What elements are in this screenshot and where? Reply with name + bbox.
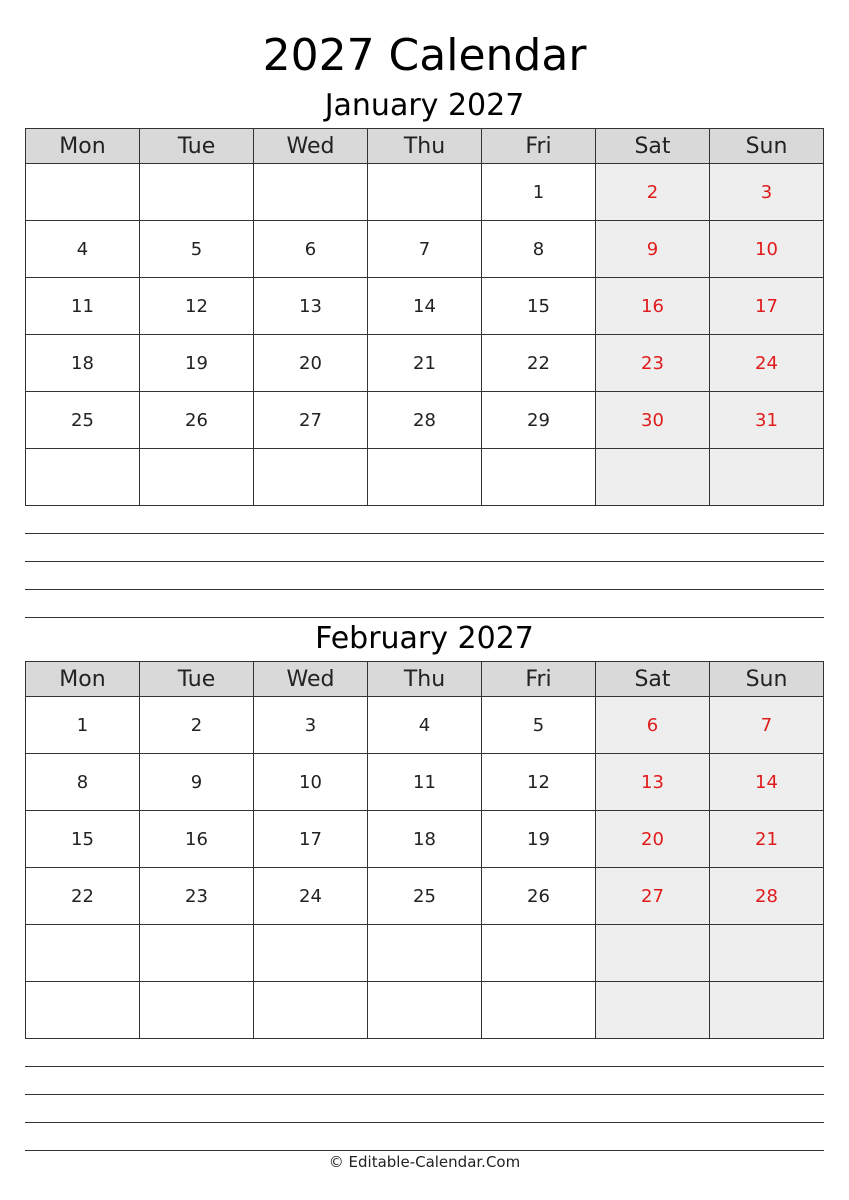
week-row [26,925,824,982]
day-cell: 13 [254,278,368,335]
month-title-january: January 2027 [324,88,525,123]
month-title-february: February 2027 [315,621,534,656]
weekend-day-cell: 6 [596,697,710,754]
day-cell: 12 [140,278,254,335]
weekday-header: Sat [596,129,710,164]
day-cell: 21 [368,335,482,392]
footer-credit: © Editable-Calendar.Com [328,1153,521,1171]
day-cell: 22 [482,335,596,392]
day-cell [368,982,482,1039]
day-cell: 4 [368,697,482,754]
week-row [26,221,824,278]
day-cell [26,164,140,221]
weekend-day-cell: 27 [596,868,710,925]
day-cell [482,925,596,982]
weekend-day-cell: 7 [710,697,824,754]
week-row [26,335,824,392]
day-cell: 17 [254,811,368,868]
day-cell [26,982,140,1039]
week-row [26,278,824,335]
weekend-day-cell: 31 [710,392,824,449]
weekend-day-cell: 13 [596,754,710,811]
weekday-header: Sun [710,129,824,164]
page-title: 2027 Calendar [262,30,587,81]
day-cell: 15 [26,811,140,868]
calendar-grid-january [25,128,824,506]
day-cell: 14 [368,278,482,335]
week-row [26,164,824,221]
weekday-header: Tue [140,129,254,164]
weekend-day-cell: 10 [710,221,824,278]
week-row [26,449,824,506]
day-cell: 29 [482,392,596,449]
day-cell: 27 [254,392,368,449]
weekend-day-cell: 16 [596,278,710,335]
weekend-day-cell: 21 [710,811,824,868]
weekday-header: Fri [482,662,596,697]
calendar-grid-february [25,661,824,1039]
weekend-day-cell [710,925,824,982]
note-line [25,1122,824,1123]
weekday-header: Sat [596,662,710,697]
weekend-day-cell: 9 [596,221,710,278]
weekend-day-cell [596,925,710,982]
weekend-day-cell: 17 [710,278,824,335]
day-cell [254,925,368,982]
day-cell: 5 [140,221,254,278]
week-row [26,392,824,449]
day-cell: 2 [140,697,254,754]
day-cell [140,982,254,1039]
note-line [25,1066,824,1067]
note-line [25,589,824,590]
day-cell [254,164,368,221]
weekend-day-cell: 14 [710,754,824,811]
weekday-header: Sun [710,662,824,697]
note-line [25,1094,824,1095]
day-cell [140,164,254,221]
week-row [26,982,824,1039]
day-cell: 3 [254,697,368,754]
day-cell [26,449,140,506]
day-cell: 19 [140,335,254,392]
day-cell: 26 [140,392,254,449]
day-cell: 6 [254,221,368,278]
day-cell [482,982,596,1039]
day-cell [254,449,368,506]
week-row [26,754,824,811]
weekday-header: Tue [140,662,254,697]
weekend-day-cell: 24 [710,335,824,392]
weekday-header-row [26,662,824,697]
day-cell [140,925,254,982]
day-cell: 28 [368,392,482,449]
weekend-day-cell [596,982,710,1039]
weekday-header: Thu [368,662,482,697]
day-cell: 20 [254,335,368,392]
weekday-header: Wed [254,662,368,697]
weekend-day-cell: 3 [710,164,824,221]
day-cell [140,449,254,506]
weekend-day-cell: 20 [596,811,710,868]
note-line [25,1150,824,1151]
day-cell: 18 [26,335,140,392]
day-cell: 22 [26,868,140,925]
day-cell: 24 [254,868,368,925]
day-cell: 16 [140,811,254,868]
day-cell [368,449,482,506]
day-cell [368,164,482,221]
weekend-day-cell: 30 [596,392,710,449]
note-line [25,617,824,618]
day-cell: 9 [140,754,254,811]
weekend-day-cell [710,449,824,506]
day-cell: 11 [26,278,140,335]
day-cell: 15 [482,278,596,335]
day-cell: 26 [482,868,596,925]
day-cell: 11 [368,754,482,811]
week-row [26,811,824,868]
week-row [26,697,824,754]
weekend-day-cell [710,982,824,1039]
day-cell: 12 [482,754,596,811]
weekday-header: Mon [26,129,140,164]
weekday-header-row [26,129,824,164]
week-row [26,868,824,925]
day-cell [26,925,140,982]
day-cell: 19 [482,811,596,868]
day-cell: 23 [140,868,254,925]
note-line [25,533,824,534]
day-cell: 7 [368,221,482,278]
weekday-header: Wed [254,129,368,164]
day-cell: 1 [482,164,596,221]
day-cell: 10 [254,754,368,811]
day-cell: 25 [26,392,140,449]
day-cell: 1 [26,697,140,754]
day-cell [254,982,368,1039]
weekend-day-cell: 28 [710,868,824,925]
day-cell: 4 [26,221,140,278]
weekend-day-cell [596,449,710,506]
note-line [25,561,824,562]
weekend-day-cell: 2 [596,164,710,221]
day-cell: 8 [482,221,596,278]
weekend-day-cell: 23 [596,335,710,392]
day-cell [482,449,596,506]
day-cell: 18 [368,811,482,868]
weekday-header: Thu [368,129,482,164]
weekday-header: Fri [482,129,596,164]
day-cell: 5 [482,697,596,754]
day-cell: 25 [368,868,482,925]
day-cell [368,925,482,982]
weekday-header: Mon [26,662,140,697]
day-cell: 8 [26,754,140,811]
